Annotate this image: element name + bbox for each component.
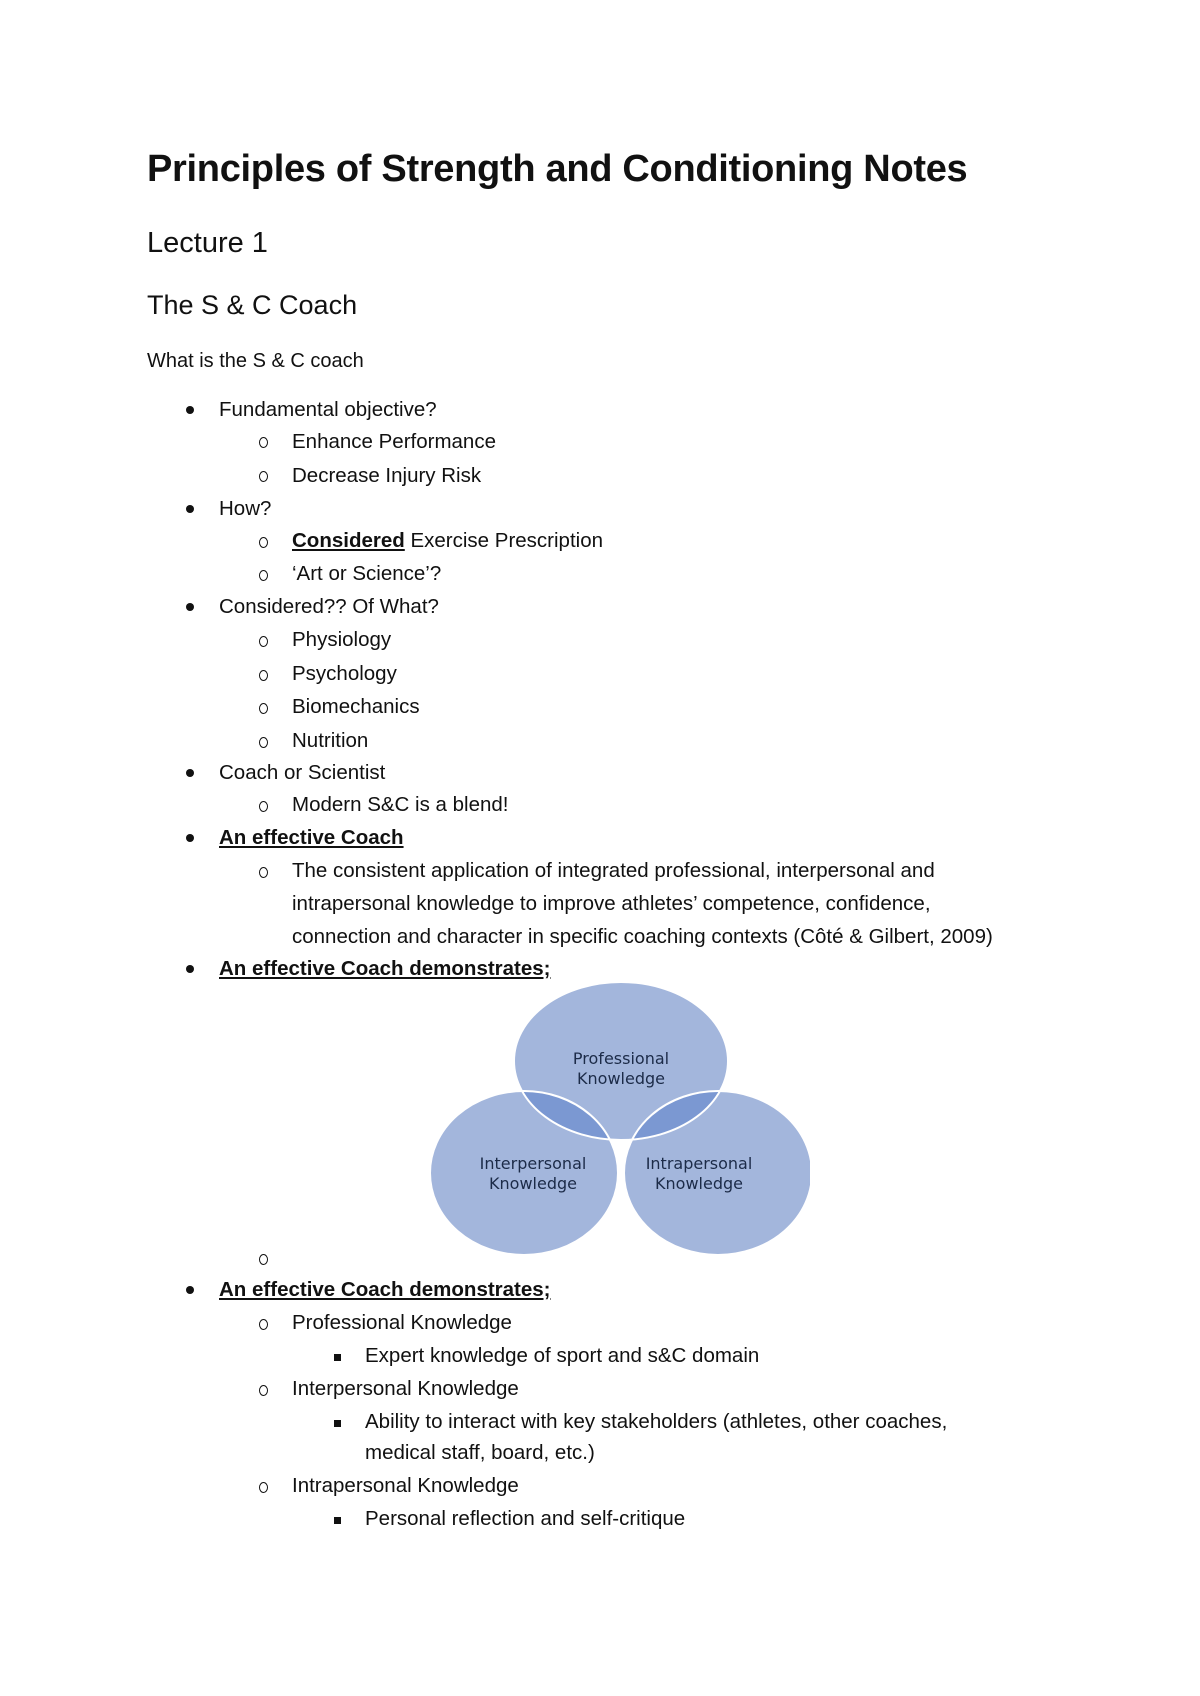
bullet-icon xyxy=(186,834,194,842)
venn-label-left-1: Interpersonal xyxy=(479,1154,587,1173)
sub-list-item xyxy=(292,529,603,553)
sub-list-item: The consistent application of integrated professional, interpersonal and xyxy=(292,859,935,882)
intro-text: What is the S & C coach xyxy=(147,350,364,372)
sub-bullet-icon xyxy=(259,1319,268,1330)
square-bullet-icon xyxy=(334,1517,341,1524)
sub-list-item: ‘Art or Science’? xyxy=(292,562,442,585)
sub-bullet-icon xyxy=(259,670,268,681)
sub-list-item: Intrapersonal Knowledge xyxy=(292,1474,519,1497)
sub-list-item-text: Exercise Prescription xyxy=(404,529,604,552)
sub-bullet-icon xyxy=(259,537,268,548)
venn-diagram xyxy=(430,982,810,1268)
detail-item-continued: medical staff, board, etc.) xyxy=(365,1441,595,1464)
venn-label-right-2: Knowledge xyxy=(655,1174,743,1193)
detail-item: Ability to interact with key stakeholders (athletes, other coaches, xyxy=(365,1410,948,1433)
sub-list-item: Biomechanics xyxy=(292,695,420,718)
sub-list-item: Decrease Injury Risk xyxy=(292,464,482,487)
sub-bullet-icon xyxy=(259,801,268,812)
lecture-heading: Lecture 1 xyxy=(147,227,268,259)
bullet-icon xyxy=(186,1286,194,1294)
list-item: Fundamental objective? xyxy=(219,398,437,421)
sub-bullet-icon xyxy=(259,867,268,878)
sub-list-item: Modern S&C is a blend! xyxy=(292,793,509,816)
list-item: An effective Coach xyxy=(219,826,404,849)
sub-bullet-icon xyxy=(259,1385,268,1396)
square-bullet-icon xyxy=(334,1354,341,1361)
sub-list-item: Enhance Performance xyxy=(292,430,496,453)
bullet-icon xyxy=(186,965,194,973)
sub-bullet-icon xyxy=(259,737,268,748)
sub-list-item: Interpersonal Knowledge xyxy=(292,1377,519,1400)
sub-bullet-icon xyxy=(259,570,268,581)
bullet-icon xyxy=(186,769,194,777)
sub-bullet-icon xyxy=(259,437,268,448)
section-heading: The S & C Coach xyxy=(147,290,358,320)
sub-bullet-icon xyxy=(259,703,268,714)
venn-label-top-2: Knowledge xyxy=(577,1069,665,1088)
sub-bullet-icon xyxy=(259,636,268,647)
sub-bullet-icon xyxy=(259,1254,268,1265)
list-item: Coach or Scientist xyxy=(219,761,386,784)
sub-list-item-continued: connection and character in specific coaching contexts (Côté & Gilbert, 2009) xyxy=(292,925,993,948)
venn-label-left-2: Knowledge xyxy=(489,1174,577,1193)
sub-bullet-icon xyxy=(259,1482,268,1493)
square-bullet-icon xyxy=(334,1420,341,1427)
venn-label-right-1: Intrapersonal xyxy=(645,1154,753,1173)
detail-item: Personal reflection and self-critique xyxy=(365,1507,686,1530)
sub-list-item: Nutrition xyxy=(292,729,369,752)
sub-list-item: Professional Knowledge xyxy=(292,1311,512,1334)
bullet-icon xyxy=(186,505,194,513)
bullet-icon xyxy=(186,406,194,414)
sub-list-item-continued: intrapersonal knowledge to improve athletes’ competence, confidence, xyxy=(292,892,931,915)
venn-label-top-1: Professional xyxy=(572,1049,670,1068)
detail-item: Expert knowledge of sport and s&C domain xyxy=(365,1344,760,1367)
emphasis-text: Considered xyxy=(292,529,405,552)
list-item: An effective Coach demonstrates; xyxy=(219,957,551,980)
sub-list-item: Physiology xyxy=(292,628,392,651)
bullet-icon xyxy=(186,603,194,611)
list-item: An effective Coach demonstrates; xyxy=(219,1278,551,1301)
list-item: How? xyxy=(219,497,272,520)
sub-list-item: Psychology xyxy=(292,662,397,685)
sub-bullet-icon xyxy=(259,471,268,482)
document-title: Principles of Strength and Conditioning Notes xyxy=(147,148,968,190)
list-item: Considered?? Of What? xyxy=(219,595,439,618)
